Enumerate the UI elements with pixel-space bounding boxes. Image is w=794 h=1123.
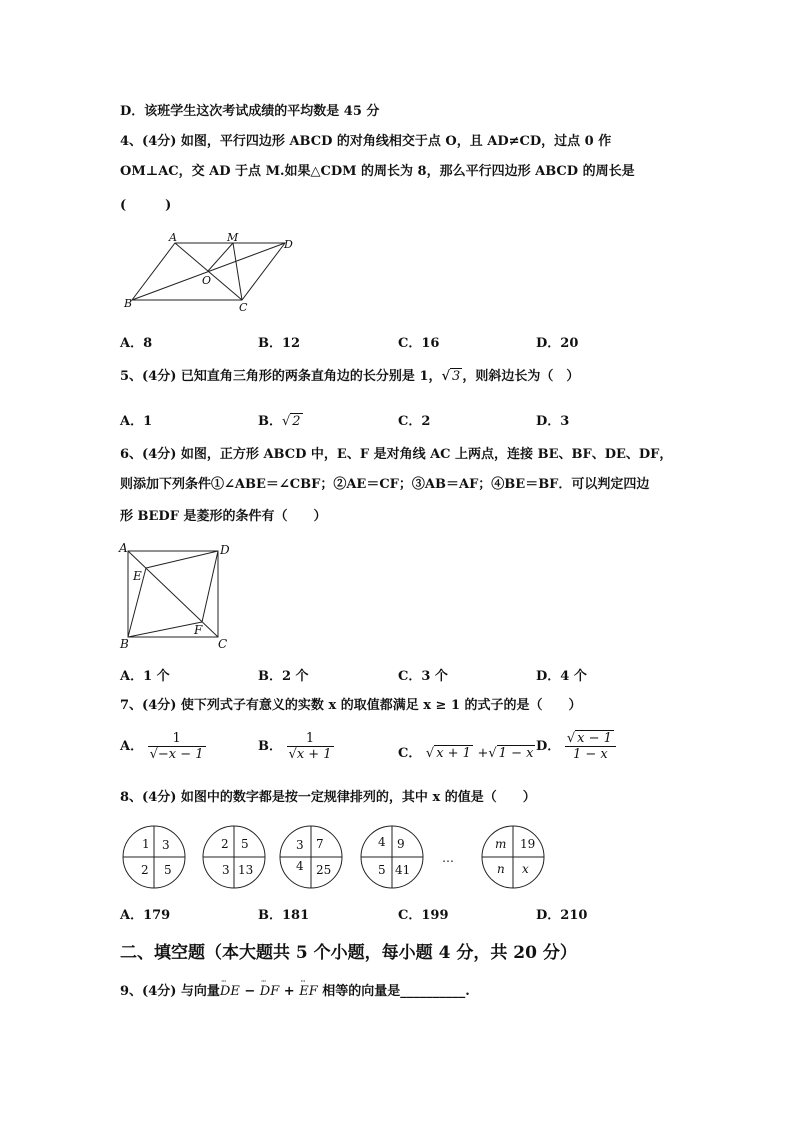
q4-option-c: C．16 bbox=[398, 336, 440, 351]
q4-parallelogram-figure bbox=[120, 230, 310, 315]
q5-option-b-radicand: 2 bbox=[292, 414, 301, 429]
q5-option-a: A．1 bbox=[120, 414, 153, 429]
circle5-br: x bbox=[522, 862, 529, 876]
q5-option-d: D．3 bbox=[536, 414, 570, 429]
q7-option-b-numerator: 1 bbox=[287, 731, 334, 747]
q6-text-line1: 6、(4分) 如图，正方形 ABCD 中，E、F 是对角线 AC 上两点，连接 BE、BF、DE、DF， bbox=[120, 447, 673, 462]
circle2-br: 13 bbox=[238, 863, 254, 877]
circle2-bl: 3 bbox=[222, 863, 230, 877]
circle2-tl: 2 bbox=[221, 837, 229, 851]
q8-circles-figure bbox=[120, 822, 560, 892]
q7-option-a-numerator: 1 bbox=[148, 731, 206, 747]
q6-option-c: C．3 个 bbox=[398, 669, 448, 684]
q6-label-f: F bbox=[194, 623, 203, 637]
q9-vector-de: ··· DE bbox=[220, 984, 240, 999]
q6-square-figure bbox=[116, 538, 236, 653]
circle5-tr: 19 bbox=[520, 837, 536, 851]
q7-option-a-denominator: √−x − 1 bbox=[149, 747, 204, 762]
q4-text-line1: 4、(4分) 如图，平行四边形 ABCD 的对角线相交于点 O，且 AD≠CD，过点 0 作 bbox=[120, 134, 612, 149]
q7-option-d: D． $\frac{√ x - 1}{1 - x}$ bbox=[536, 731, 616, 762]
q7-option-c-expr1: x + 1 bbox=[436, 746, 471, 761]
q9-prefix: 9、(4分) 与向量 bbox=[120, 984, 220, 999]
circle1-bl: 2 bbox=[141, 863, 149, 877]
circle5-bl: n bbox=[497, 862, 505, 876]
q5-radicand: 3 bbox=[452, 369, 461, 384]
circle4-bl: 5 bbox=[378, 863, 386, 877]
q7-option-d-denominator: 1 − x bbox=[572, 747, 608, 762]
q3-option-d: D．该班学生这次考试成绩的平均数是 45 分 bbox=[120, 104, 380, 119]
q8-option-d: D．210 bbox=[536, 908, 588, 923]
q4-label-m: M bbox=[227, 231, 239, 244]
q4-answer-blank: ( ) bbox=[120, 198, 172, 213]
q6-label-a: A bbox=[119, 541, 128, 555]
q6-option-b: B．2 个 bbox=[258, 669, 309, 684]
q6-label-d: D bbox=[220, 543, 230, 557]
q6-text-line3: 形 BEDF 是菱形的条件有（ ） bbox=[120, 509, 327, 524]
q4-label-d: D bbox=[284, 238, 293, 251]
q7-option-c: C． √ x + 1 +√ 1 − x bbox=[398, 746, 534, 761]
q8-option-c: C．199 bbox=[398, 908, 449, 923]
circle3-tl: 3 bbox=[296, 838, 304, 852]
q5-option-c: C．2 bbox=[398, 414, 431, 429]
q9-vector-ef: ··· EF bbox=[299, 984, 318, 999]
q4-option-d: D．20 bbox=[536, 336, 579, 351]
q6-option-d: D．4 个 bbox=[536, 669, 587, 684]
section-2-heading: 二、填空题（本大题共 5 个小题，每小题 4 分，共 20 分） bbox=[120, 943, 577, 963]
q7-text: 7、(4分) 使下列式子有意义的实数 x 的取值都满足 x ≥ 1 的式子的是（ ） bbox=[120, 698, 582, 713]
q8-option-b: B．181 bbox=[258, 908, 310, 923]
circle3-br: 25 bbox=[316, 863, 332, 877]
circle3-tr: 7 bbox=[316, 837, 324, 851]
q6-label-e: E bbox=[133, 569, 142, 583]
q4-text-line2: OM⊥AC，交 AD 于点 M.如果△CDM 的周长为 8，那么平行四边形 ABCD 的周长是 bbox=[120, 164, 635, 179]
q8-option-a: A．179 bbox=[120, 908, 171, 923]
circle5-tl: m bbox=[495, 837, 507, 851]
q9-text: 9、(4分) 与向量··· DE − ··· DF + ··· EF 相等的向量是__________. bbox=[120, 983, 470, 1001]
q7-option-d-numerator: x − 1 bbox=[577, 731, 612, 746]
q4-option-a: A．8 bbox=[120, 336, 153, 351]
q5-prefix: 5、(4分) 已知直角三角形的两条直角边的长分别是 1， bbox=[120, 369, 442, 384]
circle4-tr: 9 bbox=[397, 837, 405, 851]
q8-text: 8、(4分) 如图中的数字都是按一定规律排列的，其中 x 的值是（ ） bbox=[120, 790, 536, 805]
q5-text: 5、(4分) 已知直角三角形的两条直角边的长分别是 1，√ 3 ，则斜边长为（ ） bbox=[120, 369, 580, 384]
circle4-br: 41 bbox=[395, 863, 411, 877]
q9-suffix: 相等的向量是__________. bbox=[317, 984, 470, 999]
q7-option-b-denominator: √x + 1 bbox=[288, 747, 332, 762]
q6-label-b: B bbox=[120, 637, 129, 651]
q4-label-o: O bbox=[202, 274, 212, 287]
circle3-bl: 4 bbox=[296, 859, 304, 873]
circle1-br: 5 bbox=[164, 863, 172, 877]
circle4-tl: 4 bbox=[378, 835, 386, 849]
q6-option-a: A．1 个 bbox=[120, 669, 170, 684]
q5-option-b: B．√ 2 bbox=[258, 414, 301, 429]
q4-label-b: B bbox=[124, 297, 133, 310]
q6-text-line2: 则添加下列条件①∠ABE＝∠CBF；②AE＝CF；③AB＝AF；④BE＝BF．可以判定四边 bbox=[120, 477, 650, 492]
q9-vector-df: ··· DF bbox=[260, 984, 279, 999]
q5-suffix: ，则斜边长为（ ） bbox=[462, 369, 580, 384]
q4-label-c: C bbox=[239, 301, 248, 314]
q7-option-a: A． $\frac{1}{√-x - 1}$ bbox=[120, 731, 204, 762]
q4-label-a: A bbox=[169, 231, 177, 244]
circle1-tl: 1 bbox=[142, 837, 150, 851]
q7-option-c-expr2: 1 − x bbox=[498, 746, 534, 761]
q4-option-b: B．12 bbox=[258, 336, 301, 351]
q6-label-c: C bbox=[218, 637, 228, 651]
circle2-tr: 5 bbox=[241, 837, 249, 851]
q7-option-b: B． $\frac{1}{√x + 1}$ bbox=[258, 731, 332, 762]
q8-ellipsis: … bbox=[442, 851, 454, 865]
circle1-tr: 3 bbox=[162, 838, 170, 852]
